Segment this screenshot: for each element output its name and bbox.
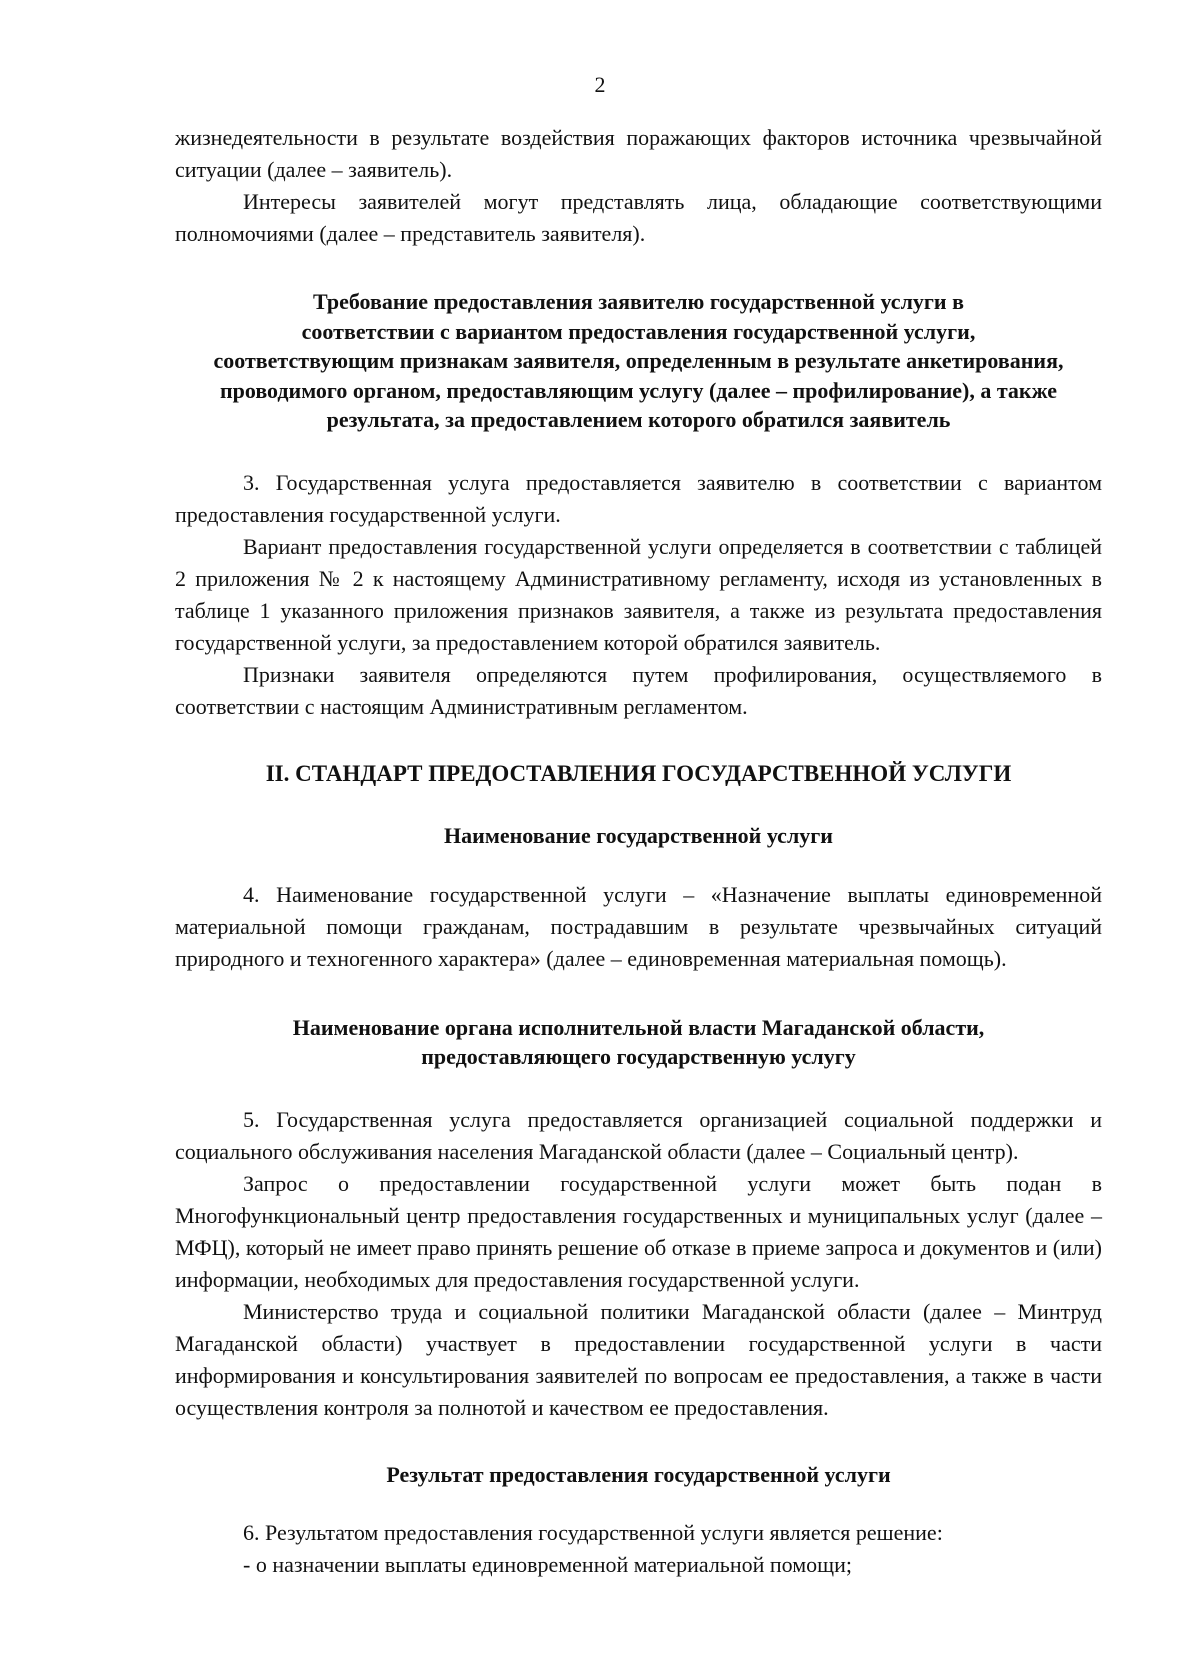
heading-line: Наименование государственной услуги [444, 823, 833, 848]
paragraph-representatives: Интересы заявителей могут представлять лица, обладающие соответствующими полномочиями (далее – представитель заявителя). [175, 189, 1102, 246]
page-number: 2 [594, 72, 606, 97]
heading-line: результата, за предоставлением которого обратился заявитель [326, 407, 951, 432]
paragraph-variant: Вариант предоставления государственной услуги определяется в соответствии с таблицей 2 приложения № 2 к настоящему Административному регламенту, исходя из установленных в таблице 1 указанного приложения признаков заявителя, а также из результата предоставления государственной услуги, за предоставлением которой обратился заявитель. [175, 533, 1102, 655]
section-title-line: II. СТАНДАРТ ПРЕДОСТАВЛЕНИЯ ГОСУДАРСТВЕННОЙ УСЛУГИ [265, 760, 1012, 786]
heading-requirement [175, 287, 1102, 435]
heading-line: Результат предоставления государственной услуги [386, 1461, 891, 1487]
heading-authority [175, 1013, 1102, 1072]
section-title-standard [175, 759, 1102, 789]
paragraph-clause-3: 3. Государственная услуга предоставляется заявителю в соответствии с вариантом предоставления государственной услуги. [175, 469, 1102, 527]
heading-service-name [175, 821, 1102, 851]
paragraph-applicant-continuation: жизнедеятельности в результате воздействия поражающих факторов источника чрезвычайной ситуации (далее – заявитель). [175, 125, 1102, 182]
heading-line: соответствии с вариантом предоставления государственной услуги, [301, 318, 976, 344]
heading-line: Наименование органа исполнительной власти Магаданской области, [292, 1014, 985, 1040]
heading-line: проводимого органом, предоставляющим услугу (далее – профилирование), а также [219, 377, 1058, 403]
document-body [175, 122, 1102, 1581]
list-item-payment-decision: - о назначении выплаты единовременной материальной помощи; [243, 1552, 852, 1577]
heading-line: предоставляющего государственную услугу [421, 1044, 856, 1069]
paragraph-mfc-request: Запрос о предоставлении государственной услуги может быть подан в Многофункциональный центр предоставления государственных и муниципальных услуг (далее – МФЦ), который не имеет право принять решение об отказе в приеме запроса и документов и (или) информации, необходимых для предоставления государственной услуги. [175, 1170, 1102, 1292]
paragraph-clause-6: 6. Результатом предоставления государственной услуги является решение: [243, 1520, 943, 1545]
heading-line: Требование предоставления заявителю государственной услуги в [313, 289, 964, 314]
paragraph-ministry: Министерство труда и социальной политики Магаданской области (далее – Минтруд Магаданской области) участвует в предоставлении государственной услуги в части информирования и консультирования заявителей по вопросам ее предоставления, а также в части осуществления контроля за полнотой и качеством ее предоставления. [175, 1298, 1102, 1420]
paragraph-profiling: Признаки заявителя определяются путем профилирования, осуществляемого в соответствии с настоящим Административным регламентом. [175, 661, 1102, 719]
paragraph-clause-4: 4. Наименование государственной услуги – «Назначение выплаты единовременной материальной помощи гражданам, пострадавшим в результате чрезвычайных ситуаций природного и техногенного характера» (далее – единовременная материальная помощь). [175, 881, 1102, 971]
heading-line: соответствующим признакам заявителя, определенным в результате анкетирования, [213, 348, 1064, 373]
heading-result [175, 1460, 1102, 1490]
paragraph-clause-5: 5. Государственная услуга предоставляется организацией социальной поддержки и социального обслуживания населения Магаданской области (далее – Социальный центр). [175, 1106, 1102, 1164]
